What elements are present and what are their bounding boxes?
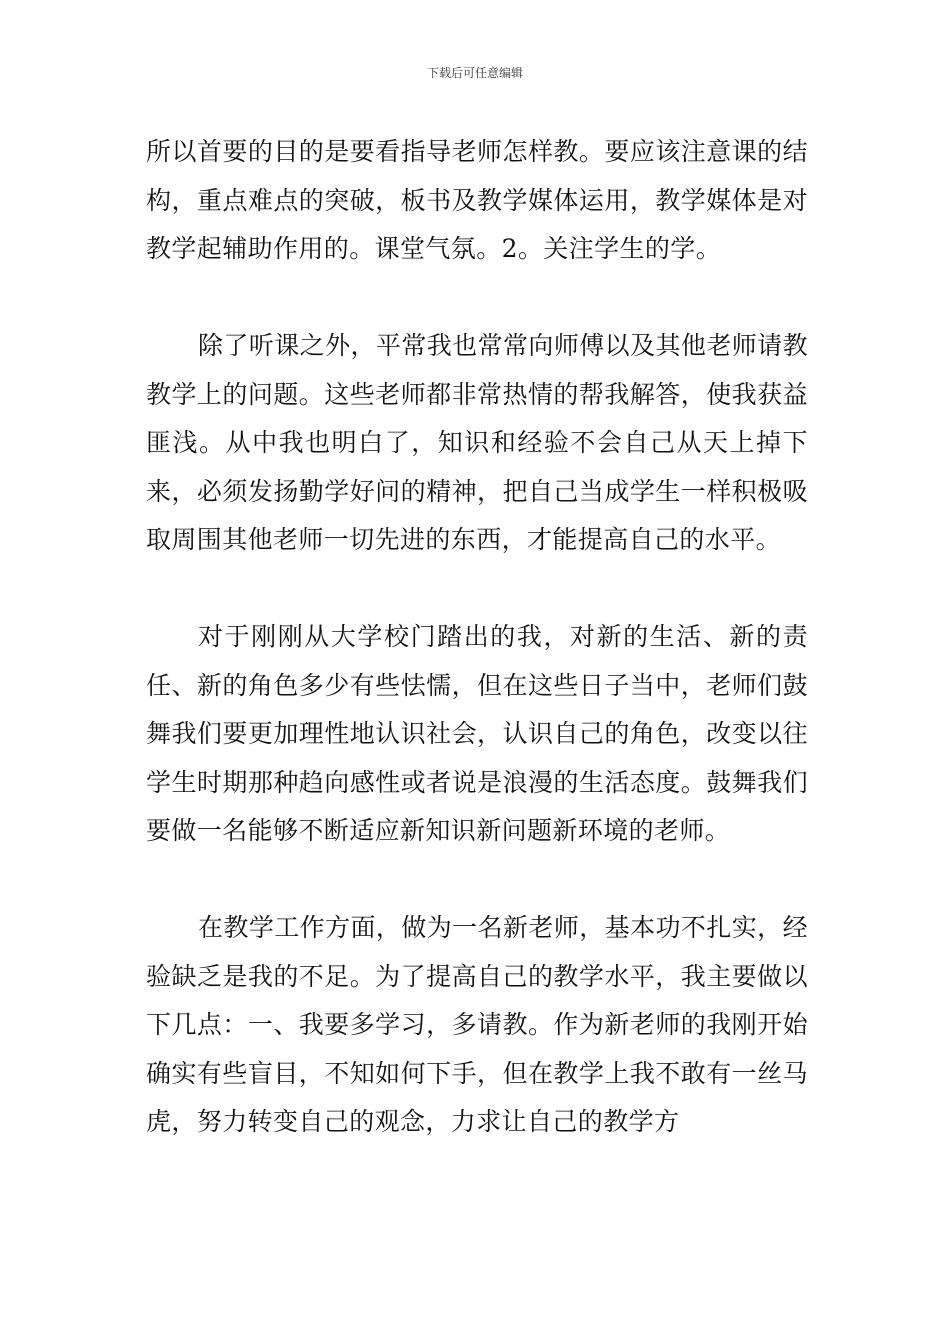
paragraph-2: 除了听课之外，平常我也常常向师傅以及其他老师请教教学上的问题。这些老师都非常热情的帮我解答，使我获益匪浅。从中我也明白了，知识和经验不会自己从天上掉下来，必须发扬勤学好问的精神，把自己当成学生一样积极吸取周围其他老师一切先进的东西，才能提高自己的水平。	[146, 331, 808, 554]
document-body	[146, 128, 808, 1147]
paragraph-3: 对于刚刚从大学校门踏出的我，对新的生活、新的责任、新的角色多少有些怯懦，但在这些日子当中，老师们鼓舞我们要更加理性地认识社会，认识自己的角色，改变以往学生时期那种趋向感性或者说是浪漫的生活态度。鼓舞我们要做一名能够不断适应新知识新问题新环境的老师。	[146, 622, 808, 845]
paragraph-1: 所以首要的目的是要看指导老师怎样教。要应该注意课的结构，重点难点的突破，板书及教学媒体运用，教学媒体是对教学起辅助作用的。课堂气氛。2。关注学生的学。	[146, 137, 808, 263]
page-header: 下载后可任意编辑	[426, 66, 523, 80]
paragraph-4: 在教学工作方面，做为一名新老师，基本功不扎实，经验缺乏是我的不足。为了提高自己的教学水平，我主要做以下几点：一、我要多学习，多请教。作为新老师的我刚开始确实有些盲目，不知如何下手，但在教学上我不敢有一丝马虎，努力转变自己的观念，力求让自己的教学方	[146, 913, 808, 1136]
